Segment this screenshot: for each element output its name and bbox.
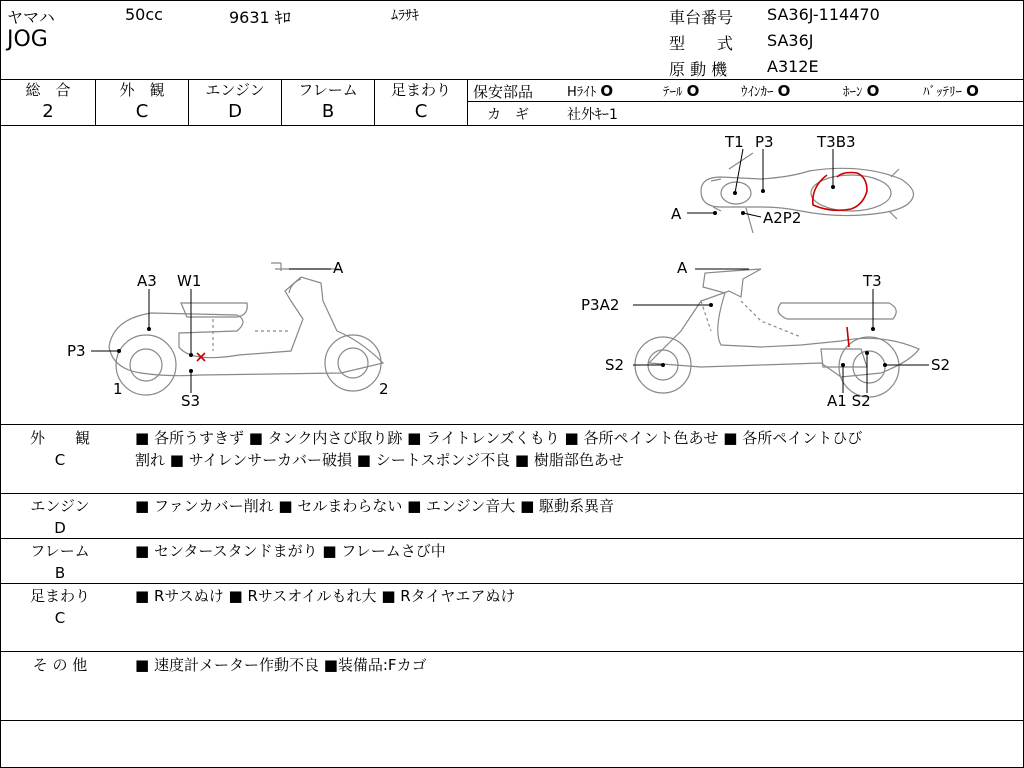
label-left-a3: A3 [137, 272, 157, 290]
grade-suspension: 足まわり C [390, 81, 451, 122]
section-frame-title: フレーム B [30, 542, 90, 582]
label-left-a: A [333, 259, 344, 277]
label-top-t1: T1 [725, 133, 744, 151]
label-right-a1s2: A1 S2 [827, 392, 871, 410]
engine-value: A312E [767, 57, 819, 76]
grade-engine: エンジン D [205, 81, 265, 122]
label-top-t3b3: T3B3 [817, 133, 856, 151]
label-left-2: 2 [379, 380, 389, 398]
section-other-title: そ の 他 [32, 656, 88, 674]
damage-mark-right [847, 327, 849, 347]
damage-diagram [1, 126, 1023, 424]
section-suspension-title: 足まわり C [29, 587, 90, 627]
section-other-line-1: ■ 速度計メーター作動不良 ■装備品:Fカゴ [135, 656, 427, 674]
safety-tail: ﾃｰﾙ O [663, 82, 700, 100]
safety-winker: ｳｲﾝｶｰ O [741, 82, 791, 100]
maker: ヤマハ [7, 8, 55, 27]
key-value: 社外ｷｰ1 [567, 107, 618, 123]
label-left-1: 1 [113, 380, 123, 398]
color: ﾑﾗｻｷ [391, 8, 419, 24]
label-top-p3: P3 [755, 133, 774, 151]
top-view-scooter [701, 153, 914, 233]
type-label: 型 式 [669, 34, 734, 53]
divider [1, 583, 1023, 584]
divider [1, 538, 1023, 539]
mileage: 9631 ｷﾛ [229, 8, 291, 27]
divider [1, 493, 1023, 494]
label-right-a: A [677, 259, 688, 277]
frame-number-value: SA36J-114470 [767, 5, 880, 24]
label-right-s2-left: S2 [605, 356, 625, 374]
type-value: SA36J [767, 31, 814, 50]
divider [467, 79, 468, 125]
safety-headlight: Hﾗｲﾄ O [567, 82, 614, 100]
divider [1, 651, 1023, 652]
grade-frame: フレーム B [298, 81, 358, 122]
label-right-s2-right: S2 [931, 356, 951, 374]
label-left-w1: W1 [177, 272, 202, 290]
grade-overall: 総 合 2 [25, 81, 71, 122]
divider [1, 720, 1023, 721]
section-exterior-title: 外 観 C [29, 429, 90, 469]
frame-number-label: 車台番号 [669, 8, 734, 27]
divider [1, 424, 1023, 425]
section-suspension-line-1: ■ Rサスぬけ ■ Rサスオイルもれ大 ■ Rタイヤエアぬけ [135, 587, 516, 605]
divider [467, 101, 1023, 102]
engine-label: 原 動 機 [669, 60, 728, 79]
section-exterior-line-2: 割れ ■ サイレンサーカバー破損 ■ シートスポンジ不良 ■ 樹脂部色あせ [135, 451, 624, 469]
displacement: 50cc [125, 5, 163, 24]
label-top-a2p2: A2P2 [763, 209, 802, 227]
section-engine-title: エンジン D [30, 497, 90, 537]
safety-title: 保安部品 [473, 83, 534, 101]
grade-exterior: 外 観 C [119, 81, 165, 122]
key-label: カ ギ [487, 107, 529, 123]
label-right-p3a2: P3A2 [581, 296, 620, 314]
section-exterior-line-1: ■ 各所うすきず ■ タンク内さび取り跡 ■ ライトレンズくもり ■ 各所ペイント色あせ ■ 各所ペイントひび [135, 429, 863, 447]
label-right-t3: T3 [863, 272, 882, 290]
model-name: JOG [7, 27, 48, 52]
label-left-s3: S3 [181, 392, 201, 410]
safety-horn: ﾎｰﾝ O [843, 82, 880, 100]
label-top-a: A [671, 205, 682, 223]
section-frame-line-1: ■ センタースタンドまがり ■ フレームさび中 [135, 542, 446, 560]
safety-battery: ﾊﾞｯﾃﾘｰ O [923, 82, 979, 100]
label-left-p3: P3 [67, 342, 86, 360]
section-engine-line-1: ■ ファンカバー削れ ■ セルまわらない ■ エンジン音大 ■ 駆動系異音 [135, 497, 615, 515]
